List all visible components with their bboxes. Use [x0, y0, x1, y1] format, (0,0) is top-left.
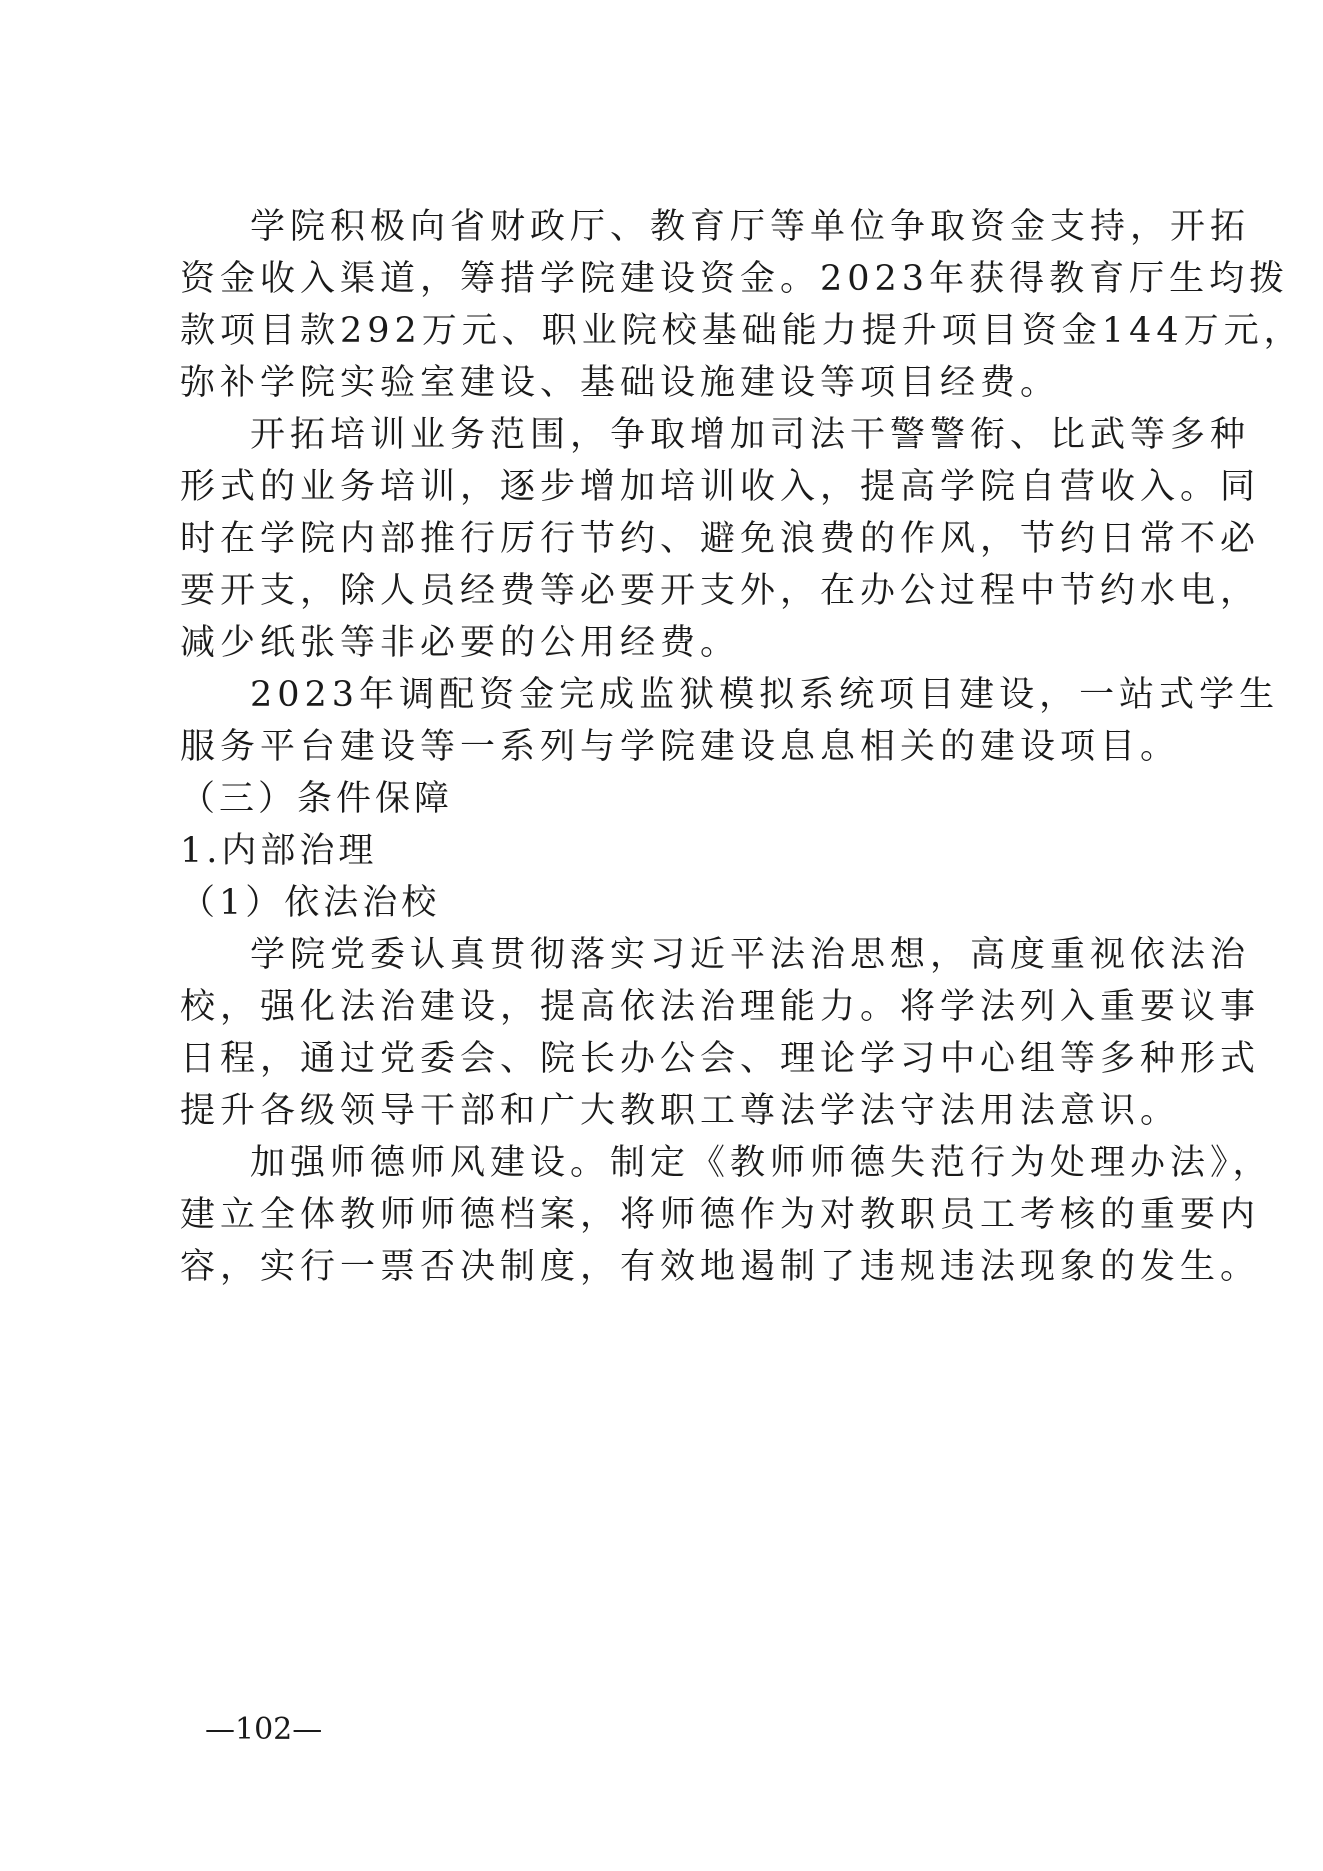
- paragraph-line: 弥补学院实验室建设、基础设施建设等项目经费。: [180, 363, 1061, 403]
- paragraph-line: 校，强化法治建设，提高依法治理能力。将学法列入重要议事: [180, 987, 1261, 1027]
- paragraph-line: 容，实行一票否决制度，有效地遏制了违规违法现象的发生。: [180, 1247, 1261, 1287]
- paragraph-line: 服务平台建设等一系列与学院建设息息相关的建设项目。: [180, 727, 1181, 767]
- subsubsection-heading: （1）依法治校: [180, 883, 441, 923]
- subsection-heading: 1.内部治理: [180, 831, 378, 871]
- paragraph-line: 建立全体教师师德档案，将师德作为对教职员工考核的重要内: [180, 1195, 1261, 1235]
- paragraph-line: 学院党委认真贯彻落实习近平法治思想，高度重视依法治: [250, 935, 1251, 975]
- paragraph-line: 要开支，除人员经费等必要开支外，在办公过程中节约水电，: [180, 571, 1261, 611]
- paragraph-line: 加强师德师风建设。制定《教师师德失范行为处理办法》，: [250, 1143, 1273, 1183]
- paragraph-line: 资金收入渠道，筹措学院建设资金。2023年获得教育厅生均拨: [180, 259, 1290, 299]
- paragraph-line: 2023年调配资金完成监狱模拟系统项目建设，一站式学生: [250, 675, 1280, 715]
- section-heading: （三）条件保障: [180, 779, 454, 819]
- paragraph-line: 形式的业务培训，逐步增加培训收入，提高学院自营收入。同: [180, 467, 1261, 507]
- paragraph-line: 日程，通过党委会、院长办公会、理论学习中心组等多种形式: [180, 1039, 1261, 1079]
- paragraph-line: 时在学院内部推行厉行节约、避免浪费的作风，节约日常不必: [180, 519, 1261, 559]
- paragraph-line: 减少纸张等非必要的公用经费。: [180, 623, 741, 663]
- page-number: —102—: [205, 1712, 323, 1747]
- paragraph-line: 学院积极向省财政厅、教育厅等单位争取资金支持，开拓: [250, 207, 1251, 247]
- paragraph-line: 款项目款292万元、职业院校基础能力提升项目资金144万元，: [180, 311, 1304, 351]
- paragraph-line: 提升各级领导干部和广大教职工尊法学法守法用法意识。: [180, 1091, 1181, 1131]
- paragraph-line: 开拓培训业务范围，争取增加司法干警警衔、比武等多种: [250, 415, 1251, 455]
